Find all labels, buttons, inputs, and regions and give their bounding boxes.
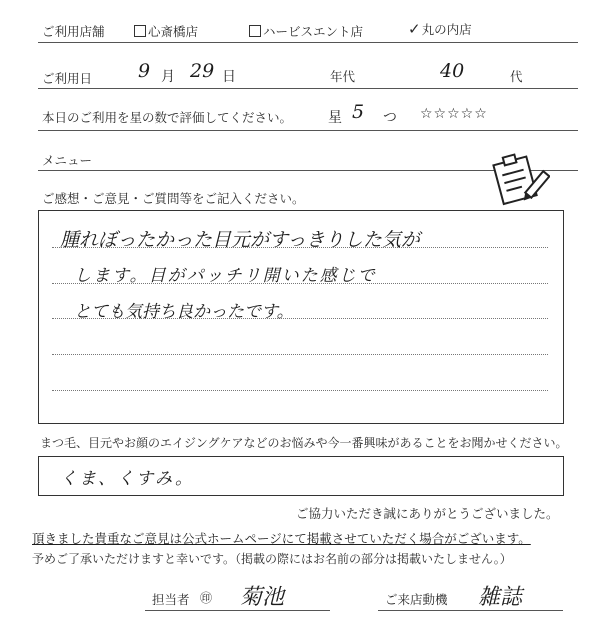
divider (38, 130, 578, 131)
dotted-line (52, 354, 548, 355)
comment-line-3: とても気持ち良かったです。 (74, 302, 294, 322)
motive-label: ご来店動機 (385, 592, 448, 607)
staff-label: 担当者 (152, 592, 190, 607)
divider (38, 42, 578, 43)
comment-line-2: します。目がパッチリ開いた感じで (74, 266, 377, 286)
rating-prompt: 本日のご利用を星の数で評価してください。 (42, 110, 293, 125)
checkbox-icon (134, 25, 146, 37)
star-count-value: 5 (352, 101, 365, 123)
concerns-label: まつ毛、目元やお顔のエイジングケアなどのお悩みや今一番興味があることをお聞かせください。 (40, 436, 568, 450)
thanks-text: ご協力いただき誠にありがとうございました。 (296, 506, 559, 521)
divider (38, 88, 578, 89)
store-option-herbis-ent[interactable]: ハービスエント店 (249, 22, 363, 40)
age-unit: 代 (510, 69, 523, 84)
star-count-unit: つ (383, 110, 397, 126)
motive-value: 雑誌 (478, 585, 523, 610)
concerns-answer: くま、くすみ。 (60, 469, 195, 489)
star-label: 星 (328, 110, 342, 126)
age-label: 年代 (330, 69, 356, 84)
clipboard-pencil-icon (488, 150, 550, 206)
day-value: 29 (190, 60, 215, 82)
comments-label: ご感想・ご意見・ご質問等をご記入ください。 (42, 191, 305, 206)
age-value: 40 (440, 60, 465, 82)
month-value: 9 (138, 60, 151, 82)
dotted-line (52, 390, 548, 391)
notice-sub-text: 予めご了承いただけますと幸いです。（掲載の際にはお名前の部分は掲載いたしません。） (32, 552, 512, 566)
store-option-marunouchi[interactable]: ✓丸の内店 (408, 20, 472, 38)
stamp-mark: ㊞ (200, 591, 213, 605)
store-option-shinsaibashi[interactable]: 心斎橋店 (134, 22, 198, 40)
checkbox-icon (249, 25, 261, 37)
motive-underline (378, 610, 563, 611)
menu-label: メニュー (42, 153, 93, 168)
comment-line-1: 腫れぼったかった目元がすっきりした気が (60, 229, 420, 251)
date-label: ご利用日 (42, 71, 93, 86)
day-unit: 日 (222, 69, 236, 85)
checkmark-icon: ✓ (408, 20, 421, 38)
month-unit: 月 (161, 69, 175, 85)
notice-text: 頂きました貴重なご意見は公式ホームページにて掲載させていただく場合がございます。 (32, 531, 531, 546)
store-label: ご利用店舗 (42, 24, 105, 39)
staff-name: 菊池 (240, 585, 285, 610)
star-icons: ☆☆☆☆☆ (420, 106, 488, 122)
staff-underline (145, 610, 330, 611)
